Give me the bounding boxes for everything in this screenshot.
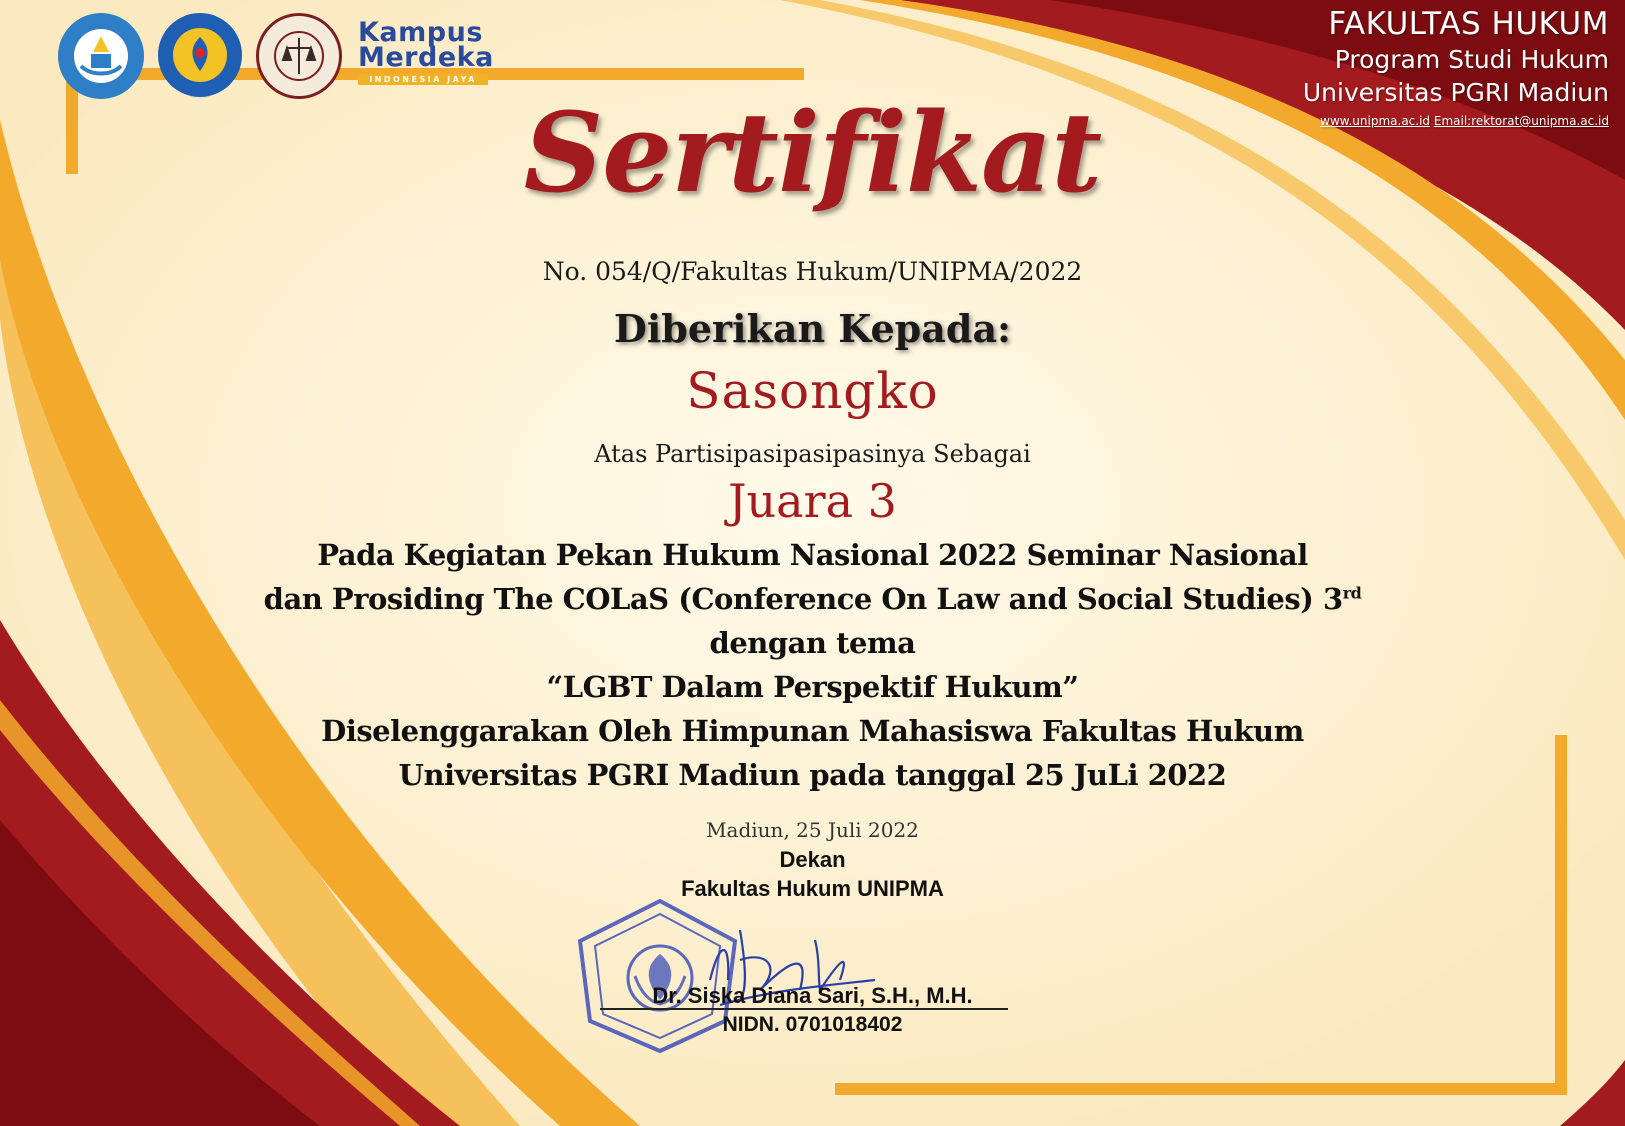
recipient-name: Sasongko	[686, 362, 939, 420]
tut-wuri-handayani-logo	[58, 13, 144, 99]
kampus-tagline: INDONESIA JAYA	[358, 74, 488, 85]
signatory-nidn: NIDN. 0701018402	[722, 1013, 903, 1036]
kampus-word: Kampus	[358, 17, 483, 48]
participation-text: Atas Partisipasipasipasinya Sebagai	[594, 440, 1031, 468]
law-student-association-logo	[256, 13, 342, 99]
date-line: Universitas PGRI Madiun pada tanggal 25 JuLi 2022	[398, 758, 1227, 792]
event-line-2-text: dan Prosiding The COLaS (Conference On Law and Social Studies) 3	[263, 582, 1343, 616]
ordinal-suffix: rd	[1342, 583, 1362, 603]
certificate-number: No. 054/Q/Fakultas Hukum/UNIPMA/2022	[542, 257, 1083, 286]
signature-faculty: Fakultas Hukum UNIPMA	[681, 876, 944, 901]
kampus-merdeka-logo	[358, 17, 494, 85]
certificate-title: Sertifikat	[523, 88, 1102, 217]
header-faculty: FAKULTAS HUKUM	[1328, 6, 1609, 42]
unipma-logo	[158, 13, 242, 97]
signature-place-date: Madiun, 25 Juli 2022	[706, 818, 919, 842]
theme-line: “LGBT Dalam Perspektif Hukum”	[546, 670, 1079, 704]
given-to-heading: Diberikan Kepada:	[613, 306, 1012, 351]
award-title: Juara 3	[728, 474, 897, 528]
email-link[interactable]: Email:rektorat@unipma.ac.id	[1433, 114, 1609, 128]
event-line-1: Pada Kegiatan Pekan Hukum Nasional 2022 Seminar Nasional	[317, 538, 1308, 572]
website-link[interactable]: www.unipma.ac.id	[1320, 114, 1431, 128]
signatory-name: Dr. Siska Diana Sari, S.H., M.H.	[652, 983, 973, 1008]
signature-position: Dekan	[779, 847, 846, 872]
event-line-2	[0, 582, 1625, 616]
header-university: Universitas PGRI Madiun	[1302, 78, 1609, 107]
merdeka-word: Merdeka	[358, 42, 494, 73]
organizer-line: Diselenggarakan Oleh Himpunan Mahasiswa Fakultas Hukum	[321, 714, 1304, 748]
header-program: Program Studi Hukum	[1334, 45, 1609, 74]
event-line-3: dengan tema	[709, 626, 916, 660]
